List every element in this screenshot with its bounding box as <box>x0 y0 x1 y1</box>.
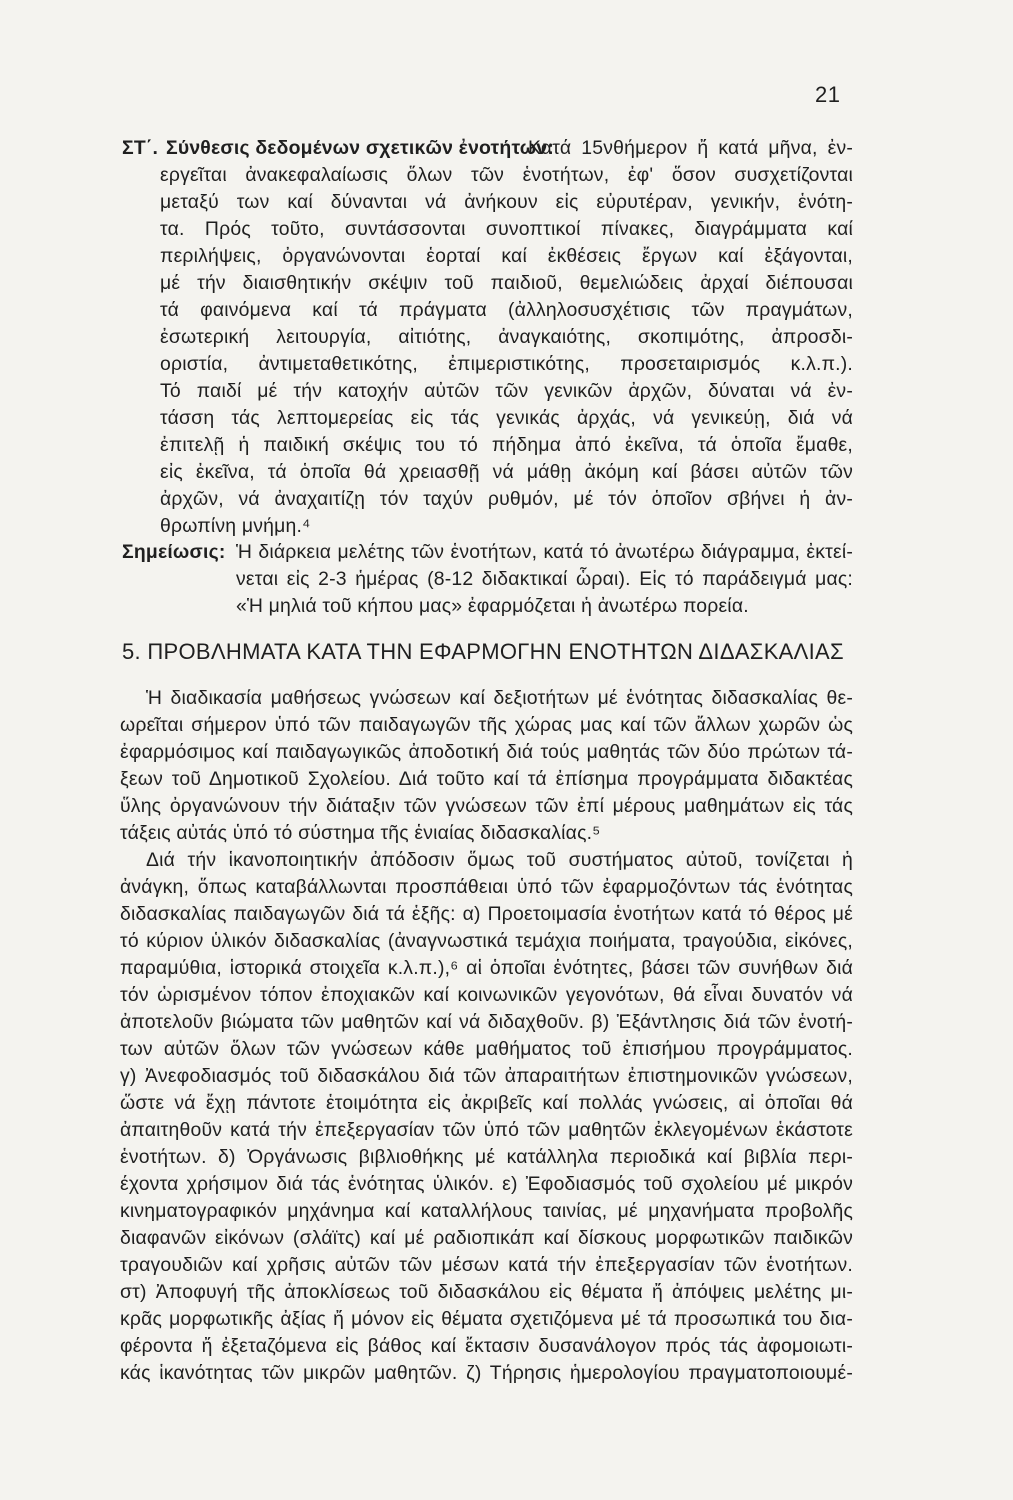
section-st-title: Σύνθεσις δεδομένων σχετικῶν ἐνοτήτων: <box>166 137 554 159</box>
text-line: παραμύθια, ἱστορικά στοιχεῖα κ.λ.π.),⁶ αἱ ὁποῖαι ἑνότητες, βάσει τῶν συνήθων διά <box>120 957 853 979</box>
text-line: διαφανῶν εἰκόνων (σλάϊτς) καί μέ ραδιοπικάπ καί δίσκους μορφωτικῶν παιδικῶν <box>120 1227 853 1249</box>
text-line: τά φαινόμενα καί τά πράγματα (ἀλληλοσυσχέτισις τῶν πραγμάτων, <box>160 299 853 321</box>
text-line: ἀρχῶν, νά ἀναχαιτίζῃ τόν ταχύν ρυθμόν, μέ τόν ὁποῖον σβήνει ἡ ἀν- <box>160 488 853 510</box>
text-line: τάσση τάς λεπτομερείας εἰς τάς γενικάς ἀρχάς, νά γενικεύῃ, διά νά <box>160 407 853 429</box>
text-line: διδασκαλίας παιδαγωγῶν διά τά ἑξῆς: α) Προετοιμασία ἑνοτήτων κατά τό θέρος μέ <box>120 903 853 925</box>
text-line: γ) Ἀνεφοδιασμός τοῦ διδασκάλου διά τῶν ἀπαραιτήτων ἐπιστημονικῶν γνώσεων, <box>120 1065 853 1087</box>
text-line: έχοντα χρήσιμον διά τάς ἑνότητας ὑλικόν. ε) Ἐφοδιασμός τοῦ σχολείου μέ μικρόν <box>120 1173 853 1195</box>
text-line: ἐφαρμόσιμος καί παιδαγωγικῶς ἀποδοτική διά τούς μαθητάς τῶν δύο πρώτων τά- <box>120 741 853 763</box>
text-line: ωρεῖται σήμερον ὑπό τῶν παιδαγωγῶν τῆς χώρας μας καί τῶν ἄλλων χωρῶν ὡς <box>120 714 853 736</box>
text-line: τάξεις αὐτάς ὑπό τό σύστημα τῆς ἑνιαίας διδασκαλίας.⁵ <box>120 822 601 844</box>
text-line: ἀνάγκη, ὅπως καταβάλλωνται προσπάθειαι ὑπό τῶν ἐφαρμοζόντων τάς ἑνότητας <box>120 876 853 898</box>
section-5-heading: 5. ΠΡΟΒΛΗΜΑΤΑ ΚΑΤΑ ΤΗΝ ΕΦΑΡΜΟΓΗΝ ΕΝΟΤΗΤΩΝ ΔΙΔΑΣΚΑΛΙΑΣ <box>122 639 844 664</box>
text-line: τα. Πρός τοῦτο, συντάσσονται συνοπτικοί πίνακες, διαγράμματα καί <box>160 218 853 240</box>
text-line: ὥστε νά ἔχῃ πάντοτε ἑτοιμότητα εἰς ἀκριβεῖς καί πολλάς γνώσεις, αἱ ὁποῖαι θά <box>120 1092 853 1114</box>
text-line: ἑνοτήτων. δ) Ὀργάνωσις βιβλιοθήκης μέ κατάλληλα περιοδικά καί βιβλία περι- <box>120 1146 853 1168</box>
text-line: ξεων τοῦ Δημοτικοῦ Σχολείου. Διά τοῦτο καί τά ἐπίσημα προγράμματα διδακτέας <box>120 768 853 790</box>
text-line: τόν ὡρισμένον τόπον ἐποχιακῶν καί κοινωνικῶν γεγονότων, θά εἶναι δυνατόν νά <box>120 984 853 1006</box>
text-line: μέ τήν διαισθητικήν σκέψιν τοῦ παιδιοῦ, θεμελιώδεις ἀρχαί διέπουσαι <box>160 272 853 294</box>
text-line: Διά τήν ἱκανοποιητικήν ἀπόδοσιν ὅμως τοῦ συστήματος αὐτοῦ, τονίζεται ἡ <box>146 849 853 871</box>
text-line: εἰς ἐκεῖνα, τά ὁποῖα θά χρειασθῇ νά μάθῃ ἀκόμη καί βάσει αὐτῶν τῶν <box>160 461 853 483</box>
text-line: ἀπαιτηθοῦν κατά τήν ἐπεξεργασίαν τῶν ὑπό τῶν μαθητῶν ἐκλεγομένων ἑκάστοτε <box>120 1119 853 1141</box>
text-line: κινηματογραφικόν μηχάνημα καί καταλλήλους ταινίας, μέ μηχανήματα προβολῆς <box>120 1200 853 1222</box>
text-line: ὕλης ὀργανώνουν τήν διάταξιν τῶν γνώσεων τῶν ἐπί μέρους μαθημάτων εἰς τάς <box>120 795 853 817</box>
text-line: μεταξύ των καί δύνανται νά ἀνήκουν εἰς εὐρυτέραν, γενικήν, ἑνότη- <box>160 191 853 213</box>
text-line: φέροντα ἤ ἐξεταζόμενα εἰς βάθος καί ἔκτασιν δυσανάλογον πρός τάς ἀφομοιωτι- <box>120 1335 853 1357</box>
text-line: ἐσωτερική λειτουργία, αἰτιότης, ἀναγκαιότης, σκοπιμότης, ἀπροσδι- <box>160 326 853 348</box>
text-line: τραγουδιῶν καί χρῆσις αὐτῶν τῶν μέσων κατά τήν ἐπεξεργασίαν τῶν ἑνοτήτων. <box>120 1254 853 1276</box>
text-line: ἐπιτελῇ ἡ παιδική σκέψις του τό πήδημα ἀπό ἐκεῖνα, τά ὁποῖα ἔμαθε, <box>160 434 853 456</box>
note-label: Σημείωσις: <box>122 541 226 563</box>
text-line: κάς ἱκανότητας τῶν μικρῶν μαθητῶν. ζ) Τήρησις ἡμερολογίου πραγματοποιουμέ- <box>120 1362 853 1384</box>
section-st-label: ΣΤ΄. <box>122 137 159 159</box>
text-line: στ) Ἀποφυγή τῆς ἀποκλίσεως τοῦ διδασκάλου εἰς θέματα ἤ ἀπόψεις μελέτης μι- <box>120 1281 853 1303</box>
text-line: ἀποτελοῦν βιώματα τῶν μαθητῶν καί νά διδαχθοῦν. β) Ἐξάντλησις διά τῶν ἑνοτή- <box>120 1011 853 1033</box>
text-line: Τό παιδί μέ τήν κατοχήν αὐτῶν τῶν γενικῶν ἀρχῶν, δύναται νά ἐν- <box>160 380 853 402</box>
text-line: νεται εἰς 2-3 ἡμέρας (8-12 διδακτικαί ὧραι). Εἰς τό παράδειγμά μας: <box>236 568 853 590</box>
text-line: «Ἡ μηλιά τοῦ κήπου μας» ἐφαρμόζεται ἡ ἀνωτέρω πορεία. <box>236 595 749 617</box>
text-line: εργεῖται ἀνακεφαλαίωσις ὅλων τῶν ἑνοτήτων, ἐφ' ὅσον συσχετίζονται <box>160 164 853 186</box>
text-line: Ἡ διαδικασία μαθήσεως γνώσεων καί δεξιοτήτων μέ ἑνότητας διδασκαλίας θε- <box>146 687 853 709</box>
text-line: τό κύριον ὑλικόν διδασκαλίας (ἀναγνωστικά τεμάχια ποιήματα, τραγούδια, εἰκόνες, <box>120 930 853 952</box>
text-line: θρωπίνη μνήμη.⁴ <box>160 515 311 537</box>
text-line: Κατά 15νθήμερον ἤ κατά μῆνα, ἐν- <box>528 137 853 159</box>
text-line: των αὐτῶν ὅλων τῶν γνώσεων κάθε μαθήματος τοῦ ἐπισήμου προγράμματος. <box>120 1038 853 1060</box>
page-number: 21 <box>815 82 841 107</box>
text-line: κρᾶς μορφωτικῆς ἀξίας ἤ μόνον εἰς θέματα σχετιζόμενα μέ τά προσωπικά του δια- <box>120 1308 853 1330</box>
text-line: περιλήψεις, ὀργανώνονται ἑορταί καί ἐκθέσεις ἔργων καί ἐξάγονται, <box>160 245 853 267</box>
text-line: Ἡ διάρκεια μελέτης τῶν ἑνοτήτων, κατά τό ἀνωτέρω διάγραμμα, ἐκτεί- <box>236 541 853 563</box>
text-line: οριστία, ἀντιμεταθετικότης, ἐπιμεριστικότης, προσεταιρισμός κ.λ.π.). <box>160 353 853 375</box>
